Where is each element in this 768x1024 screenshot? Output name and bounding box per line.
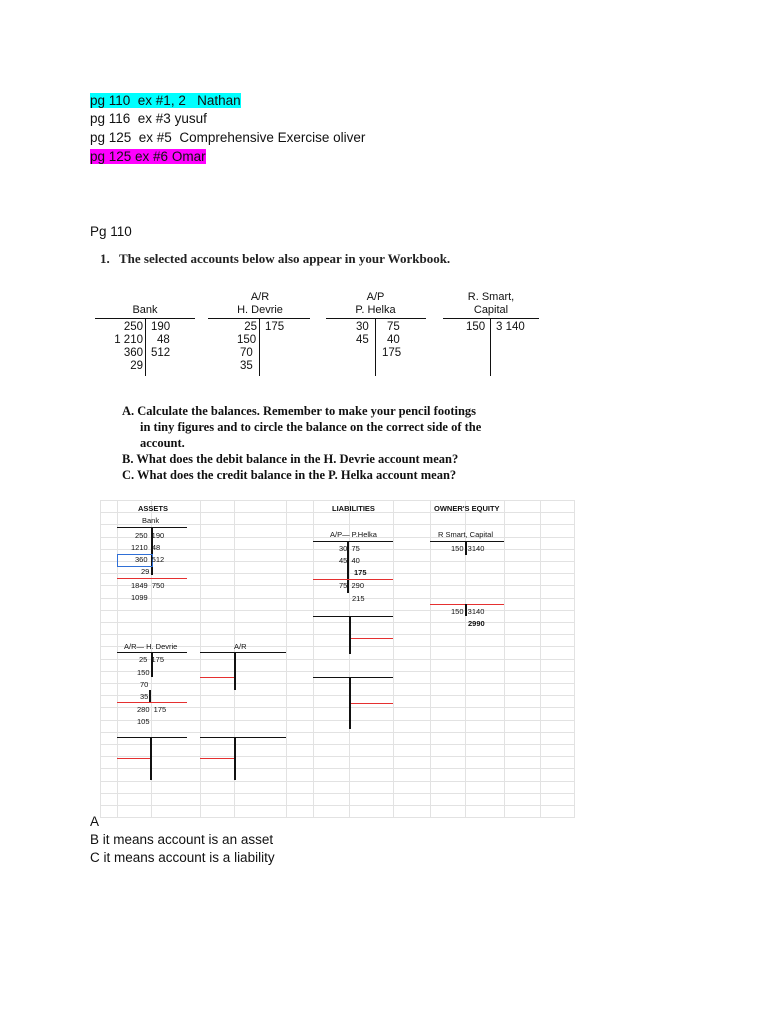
assignment-1-text: pg 110 ex #1, 2 Nathan [90,93,241,108]
assignment-line-2: pg 116 ex #3 yusuf [90,111,207,126]
grid-row-line [100,695,574,696]
empty-t-1-red [351,638,393,639]
bank-debit-2: 1 210 [114,334,143,346]
question-a-line-1: A. Calculate the balances. Remember to make your pencil footings [122,404,477,418]
grid-row-line [100,573,574,574]
capital-title-1: R. Smart, [467,291,515,303]
grid-row-line [100,549,574,550]
sheet-ar-blank-t-top [200,652,286,653]
sheet-ar-row-5: 280 175 [137,705,167,714]
question-b: B. What does the debit balance in the H. Devrie account mean? [122,452,459,466]
sheet-capital-total-line [430,604,504,605]
sheet-ar-blank-title: A/R [234,642,247,651]
ap-debit-2: 45 [356,334,369,346]
grid-row-line [100,561,574,562]
sheet-capital-title: R Smart, Capital [438,530,494,539]
ar-debit-4: 35 [240,360,253,372]
sheet-ar-row-3: 70 [140,680,149,689]
grid-row-line [100,585,574,586]
empty-t-2-top [313,677,393,678]
sheet-capital-row-1: 150 3140 [451,544,485,553]
exercise-intro: The selected accounts below also appear in your Workbook. [119,251,451,266]
question-a-line-3: account. [140,436,185,450]
grid-row-line [100,634,574,635]
sheet-ap-row-5: 215 [352,594,365,603]
grid-row-line [100,817,574,818]
sheet-ap-row-1: 30 75 [339,544,360,553]
empty-t-1-stem [349,616,351,654]
empty-t-4-top [200,737,286,738]
sheet-ar-blank-red [200,677,234,678]
grid-row-line [100,781,574,782]
grid-col-line [117,500,118,818]
bank-credit-3: 512 [151,347,171,359]
grid-row-line [100,598,574,599]
grid-row-line [100,732,574,733]
sheet-ap-row-2: 45 40 [339,556,360,565]
ar-title-1: A/R [250,291,270,303]
bank-credit-1: 190 [151,321,171,333]
grid-row-line [100,768,574,769]
sheet-ap-title: A/P— P.Helka [330,530,377,539]
grid-row-line [100,500,574,501]
grid-row-line [100,622,574,623]
grid-row-line [100,756,574,757]
sheet-capital-t-top [430,541,504,542]
answer-c: C it means account is a liability [90,850,275,865]
sheet-bank-title: Bank [142,516,160,525]
sheet-ap-t-top [313,541,393,542]
sheet-bank-row-6: 1099 [131,593,148,602]
ap-credit-3: 175 [382,347,402,359]
sheet-ar-blank-t-stem [234,652,236,690]
sheet-bank-row-5: 1849 750 [131,581,165,590]
bank-debit-4: 29 [130,360,143,372]
sheet-bank-row-3: 360 512 [135,555,165,564]
empty-t-4-stem [234,737,236,780]
grid-col-line [286,500,287,818]
sheet-bank-total-line [117,578,187,579]
empty-t-4-red [200,758,234,759]
ap-credit-1: 75 [387,321,400,333]
sheet-ap-row-3: 175 [354,568,367,577]
answer-a: A [90,814,100,829]
sheet-ar-row-6: 105 [137,717,150,726]
ar-title-2: H. Devrie [237,304,283,316]
capital-credit-1: 3 140 [496,321,525,333]
empty-t-2-red [351,703,393,704]
page-heading: Pg 110 [90,224,132,239]
sheet-ar-row-2: 150 [137,668,150,677]
grid-col-line [393,500,394,818]
grid-row-line [100,683,574,684]
bank-debit-1: 250 [123,321,143,333]
grid-row-line [100,744,574,745]
grid-col-line [313,500,314,818]
spreadsheet-image [100,500,574,818]
grid-row-line [100,720,574,721]
grid-col-line [504,500,505,818]
sheet-ar-row-4: 35 [140,692,149,701]
empty-t-1-top [313,616,393,617]
ap-debit-1: 30 [356,321,369,333]
ap-t-top [326,318,426,319]
question-a-line-2: in tiny figures and to circle the balance on the correct side of the [140,420,482,434]
grid-col-line [430,500,431,818]
assignment-line-4 [90,148,206,166]
capital-t-stem [490,318,491,376]
ap-title-2: P. Helka [355,304,396,316]
grid-row-line [100,524,574,525]
capital-t-top [443,318,539,319]
sheet-capital-row-3: 2990 [468,619,485,628]
ap-t-stem [375,318,376,376]
grid-row-line [100,805,574,806]
grid-row-line [100,793,574,794]
header-assets: ASSETS [138,504,169,513]
sheet-ar-row-1: 25 175 [139,655,165,664]
sheet-ar-total-line [117,702,187,703]
grid-row-line [100,707,574,708]
ap-credit-2: 40 [387,334,400,346]
assignment-4-text: pg 125 ex #6 Omar [90,149,206,164]
exercise-number: 1. [100,251,110,266]
assignment-line-1 [90,92,241,110]
empty-t-3-top [117,737,187,738]
sheet-bank-row-1: 250 190 [135,531,165,540]
sheet-ap-row-4: 75 290 [339,581,365,590]
ar-debit-2: 150 [237,334,257,346]
grid-col-line [100,500,101,818]
empty-t-3-stem [150,737,152,780]
grid-col-line [540,500,541,818]
bank-t-stem [145,318,146,376]
answer-b: B it means account is an asset [90,832,274,847]
ar-t-stem [259,318,260,376]
sheet-ar-t-stem-2 [149,690,151,702]
capital-title-2: Capital [473,304,509,316]
sheet-bank-row-2: 1210 48 [131,543,161,552]
empty-t-3-red [117,758,150,759]
bank-debit-3: 360 [123,347,143,359]
bank-title: Bank [132,304,158,316]
sheet-ap-total-line [313,579,393,580]
grid-row-line [100,671,574,672]
capital-debit-1: 150 [466,321,486,333]
grid-row-line [100,659,574,660]
header-liabilities: LIABILITIES [332,504,375,513]
sheet-bank-row-4: 29 [141,567,150,576]
grid-col-line [574,500,575,818]
bank-credit-2: 48 [157,334,170,346]
sheet-ar-title: A/R— H. Devrie [124,642,178,651]
sheet-capital-row-2: 150 3140 [451,607,485,616]
grid-row-line [100,610,574,611]
question-c: C. What does the credit balance in the P. Helka account mean? [122,468,457,482]
header-equity: OWNER'S EQUITY [434,504,500,513]
ar-credit-1: 175 [265,321,285,333]
ar-debit-3: 70 [240,347,253,359]
ap-title-1: A/P [366,291,385,303]
assignment-line-3: pg 125 ex #5 Comprehensive Exercise oliver [90,130,366,145]
grid-col-line [200,500,201,818]
ar-debit-1: 25 [244,321,257,333]
